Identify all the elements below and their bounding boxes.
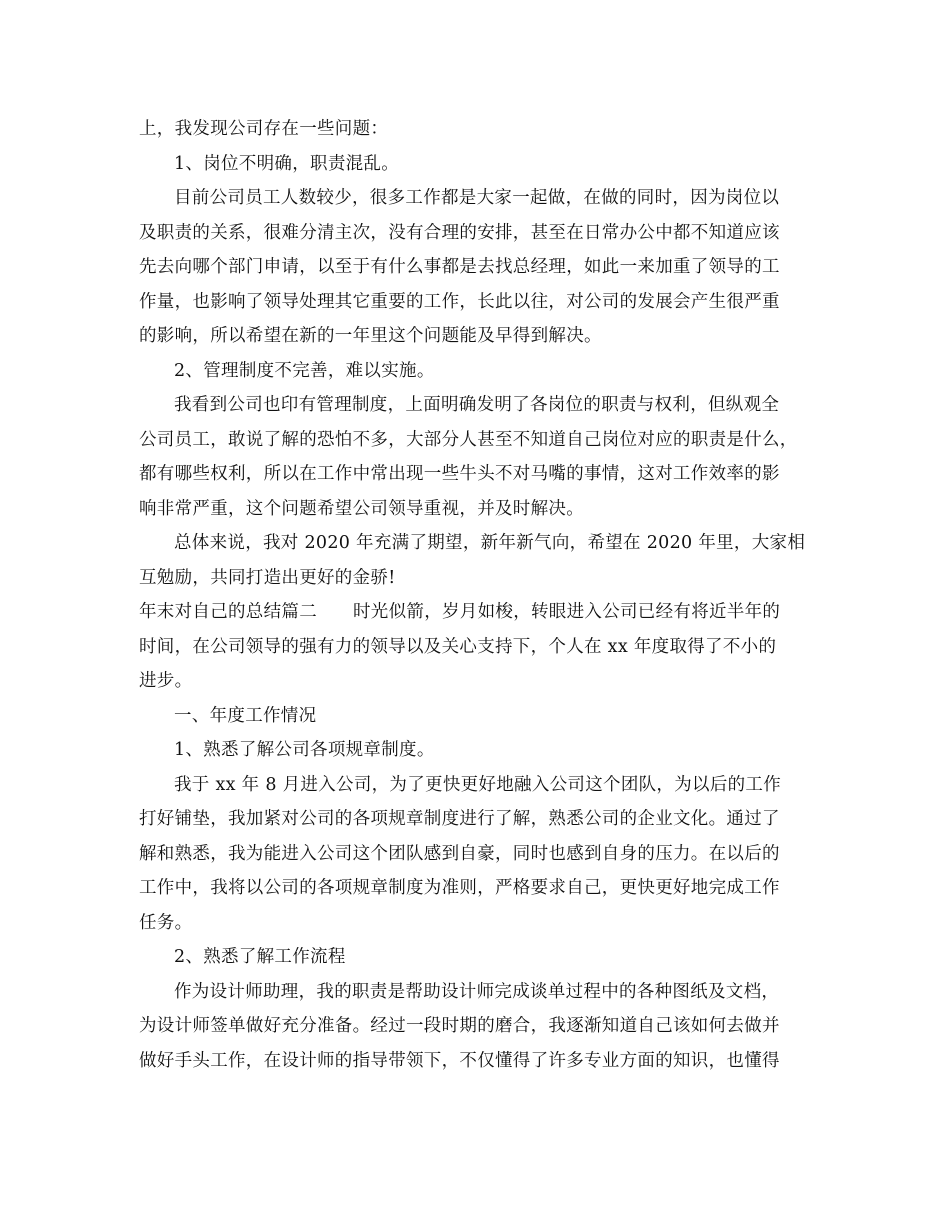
subsection-heading: 一、年度工作情况 bbox=[174, 705, 317, 726]
numbered-heading: 2、管理制度不完善，难以实施。 bbox=[174, 360, 435, 381]
document-body bbox=[139, 112, 819, 1078]
text-line: 公司员工，敢说了解的恐怕不多，大部分人甚至不知道自己岗位对应的职责是什么， bbox=[139, 429, 798, 450]
section-title: 年末对自己的总结篇二 bbox=[139, 602, 317, 622]
paragraph-first-line: 总体来说，我对 2020 年充满了期望，新年新气向，希望在 2020 年里，大家相 bbox=[174, 533, 806, 553]
text-line: 先去向哪个部门申请，以至于有什么事都是去找总经理，如此一来加重了领导的工 bbox=[139, 257, 780, 277]
numbered-heading: 1、熟悉了解公司各项规章制度。 bbox=[174, 740, 435, 760]
text-line: 上，我发现公司存在一些问题： bbox=[139, 119, 389, 139]
text-line: 工作中，我将以公司的各项规章制度为准则，严格要求自己，更快更好地完成工作 bbox=[139, 878, 780, 898]
text-line: 都有哪些权利，所以在工作中常出现一些牛头不对马嘴的事情，这对工作效率的影 bbox=[139, 464, 780, 484]
text-line: 打好铺垫，我加紧对公司的各项规章制度进行了解，熟悉公司的企业文化。通过了 bbox=[139, 809, 780, 829]
numbered-heading: 2、熟悉了解工作流程 bbox=[174, 947, 346, 967]
text-line: 互勉励，共同打造出更好的金骄! bbox=[139, 567, 396, 588]
text-line: 作量，也影响了领导处理其它重要的工作，长此以往，对公司的发展会产生很严重 bbox=[139, 291, 780, 312]
text-line: 时间，在公司领导的强有力的领导以及关心支持下，个人在 xx 年度取得了不小的 bbox=[139, 636, 777, 657]
section-first-line: 时光似箭，岁月如梭，转眼进入公司已经有将近半年的 bbox=[353, 602, 781, 622]
text-line: 做好手头工作，在设计师的指导带领下，不仅懂得了许多专业方面的知识，也懂得 bbox=[139, 1050, 780, 1071]
text-line: 为设计师签单做好充分准备。经过一段时期的磨合，我逐渐知道自己该如何去做并 bbox=[139, 1016, 780, 1036]
text-line: 的影响，所以希望在新的一年里这个问题能及早得到解决。 bbox=[139, 326, 602, 346]
text-line: 解和熟悉，我为能进入公司这个团队感到自豪，同时也感到自身的压力。在以后的 bbox=[139, 843, 780, 864]
section-title-line bbox=[139, 595, 819, 630]
paragraph-first-line: 我看到公司也印有管理制度，上面明确发明了各岗位的职责与权利，但纵观全 bbox=[174, 395, 780, 415]
text-line: 及职责的关系，很难分清主次，没有合理的安排，甚至在日常办公中都不知道应该 bbox=[139, 222, 780, 243]
text-line: 任务。 bbox=[139, 912, 193, 933]
paragraph-first-line: 目前公司员工人数较少，很多工作都是大家一起做，在做的同时，因为岗位以 bbox=[174, 188, 780, 208]
text-line: 进步。 bbox=[139, 671, 193, 691]
paragraph-first-line: 作为设计师助理，我的职责是帮助设计师完成谈单过程中的各种图纸及文档， bbox=[174, 981, 780, 1002]
paragraph-first-line: 我于 xx 年 8 月进入公司，为了更快更好地融入公司这个团队，为以后的工作 bbox=[174, 774, 782, 795]
text-line: 响非常严重，这个问题希望公司领导重视，并及时解决。 bbox=[139, 498, 584, 519]
numbered-heading: 1、岗位不明确，职责混乱。 bbox=[174, 153, 400, 174]
